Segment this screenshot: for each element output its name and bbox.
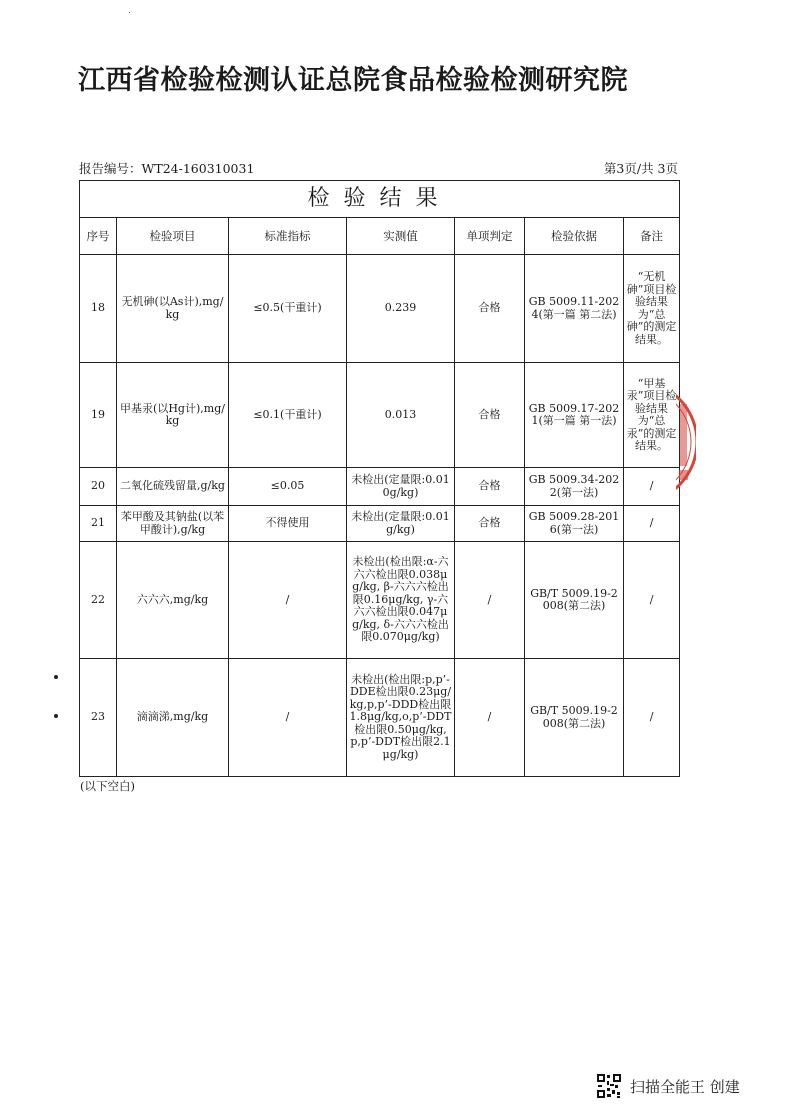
row-judgment: 合格 xyxy=(455,506,525,542)
table-row xyxy=(80,255,680,363)
row-measured: 0.239 xyxy=(347,255,455,363)
header-basis: 检验依据 xyxy=(525,218,624,255)
header-no: 序号 xyxy=(80,218,117,255)
row-remark: “甲基汞”项目检验结果为“总汞”的测定结果。 xyxy=(624,363,680,468)
table-row xyxy=(80,468,680,506)
scanner-watermark xyxy=(596,1072,740,1100)
row-item: 二氧化硫残留量,g/kg xyxy=(117,468,229,506)
row-basis: GB 5009.17-2021(第一篇 第一法) xyxy=(525,363,624,468)
row-remark: / xyxy=(624,506,680,542)
page-info: 第3页/共 3页 xyxy=(603,161,678,176)
row-no: 23 xyxy=(80,659,117,777)
row-judgment: / xyxy=(455,659,525,777)
row-remark: / xyxy=(624,468,680,506)
row-item: 滴滴涕,mg/kg xyxy=(117,659,229,777)
row-measured: 0.013 xyxy=(347,363,455,468)
row-basis: GB/T 5009.19-2008(第二法) xyxy=(525,659,624,777)
row-judgment: / xyxy=(455,542,525,659)
header-remark: 备注 xyxy=(624,218,680,255)
qr-code-icon xyxy=(596,1073,622,1099)
header-standard: 标准指标 xyxy=(229,218,347,255)
seal-lettering xyxy=(680,404,687,466)
table-row xyxy=(80,542,680,659)
scanner-watermark-text: 扫描全能王 创建 xyxy=(630,1077,740,1096)
row-no: 18 xyxy=(80,255,117,363)
org-title: 江西省检验检测认证总院食品检验检测研究院 xyxy=(78,65,628,96)
row-basis: GB 5009.34-2022(第一法) xyxy=(525,468,624,506)
table-caption: 检验结果 xyxy=(80,181,680,218)
row-remark: / xyxy=(624,659,680,777)
row-measured: 未检出(定量限:0.01g/kg) xyxy=(347,506,455,542)
row-no: 19 xyxy=(80,363,117,468)
results-table xyxy=(79,180,680,777)
row-item: 无机砷(以As计),mg/kg xyxy=(117,255,229,363)
row-basis: GB/T 5009.19-2008(第二法) xyxy=(525,542,624,659)
header-item: 检验项目 xyxy=(117,218,229,255)
report-number xyxy=(79,159,254,177)
header-measured: 实测值 xyxy=(347,218,455,255)
row-standard: / xyxy=(229,542,347,659)
row-no: 22 xyxy=(80,542,117,659)
binding-hole-mark xyxy=(54,675,58,679)
blank-below-note: (以下空白) xyxy=(80,779,135,793)
report-number-value: WT24-160310031 xyxy=(141,161,255,176)
row-no: 21 xyxy=(80,506,117,542)
row-basis: GB 5009.28-2016(第一法) xyxy=(525,506,624,542)
table-row xyxy=(80,363,680,468)
row-remark: “无机砷”项目检验结果为“总砷”的测定结果。 xyxy=(624,255,680,363)
row-measured: 未检出(检出限:α-六六六检出限0.038μg/kg, β-六六六检出限0.16μg/kg, γ-六六六检出限0.047μg/kg, δ-六六六检出限0.070μg/kg) xyxy=(347,542,455,659)
table-row xyxy=(80,506,680,542)
seal-lettering xyxy=(679,470,688,480)
row-item: 甲基汞(以Hg计),mg/kg xyxy=(117,363,229,468)
header-row xyxy=(80,218,680,255)
seal-stamp xyxy=(676,378,696,506)
row-judgment: 合格 xyxy=(455,255,525,363)
row-remark: / xyxy=(624,542,680,659)
table-row xyxy=(80,659,680,777)
row-item: 六六六,mg/kg xyxy=(117,542,229,659)
speck xyxy=(129,12,130,13)
row-measured: 未检出(检出限:p,p’-DDE检出限0.23μg/kg,p,p’-DDD检出限1.8μg/kg,o,p’-DDT检出限0.50μg/kg,p,p’-DDT检出限2.1μg/kg) xyxy=(347,659,455,777)
row-basis: GB 5009.11-2024(第一篇 第二法) xyxy=(525,255,624,363)
header-judgment: 单项判定 xyxy=(455,218,525,255)
row-judgment: 合格 xyxy=(455,468,525,506)
row-standard: ≤0.05 xyxy=(229,468,347,506)
row-standard: 不得使用 xyxy=(229,506,347,542)
row-measured: 未检出(定量限:0.010g/kg) xyxy=(347,468,455,506)
row-standard: ≤0.5(干重计) xyxy=(229,255,347,363)
row-standard: ≤0.1(干重计) xyxy=(229,363,347,468)
binding-hole-mark xyxy=(54,714,58,718)
row-no: 20 xyxy=(80,468,117,506)
report-number-label: 报告编号： xyxy=(79,161,142,176)
row-judgment: 合格 xyxy=(455,363,525,468)
row-item: 苯甲酸及其钠盐(以苯甲酸计),g/kg xyxy=(117,506,229,542)
row-standard: / xyxy=(229,659,347,777)
